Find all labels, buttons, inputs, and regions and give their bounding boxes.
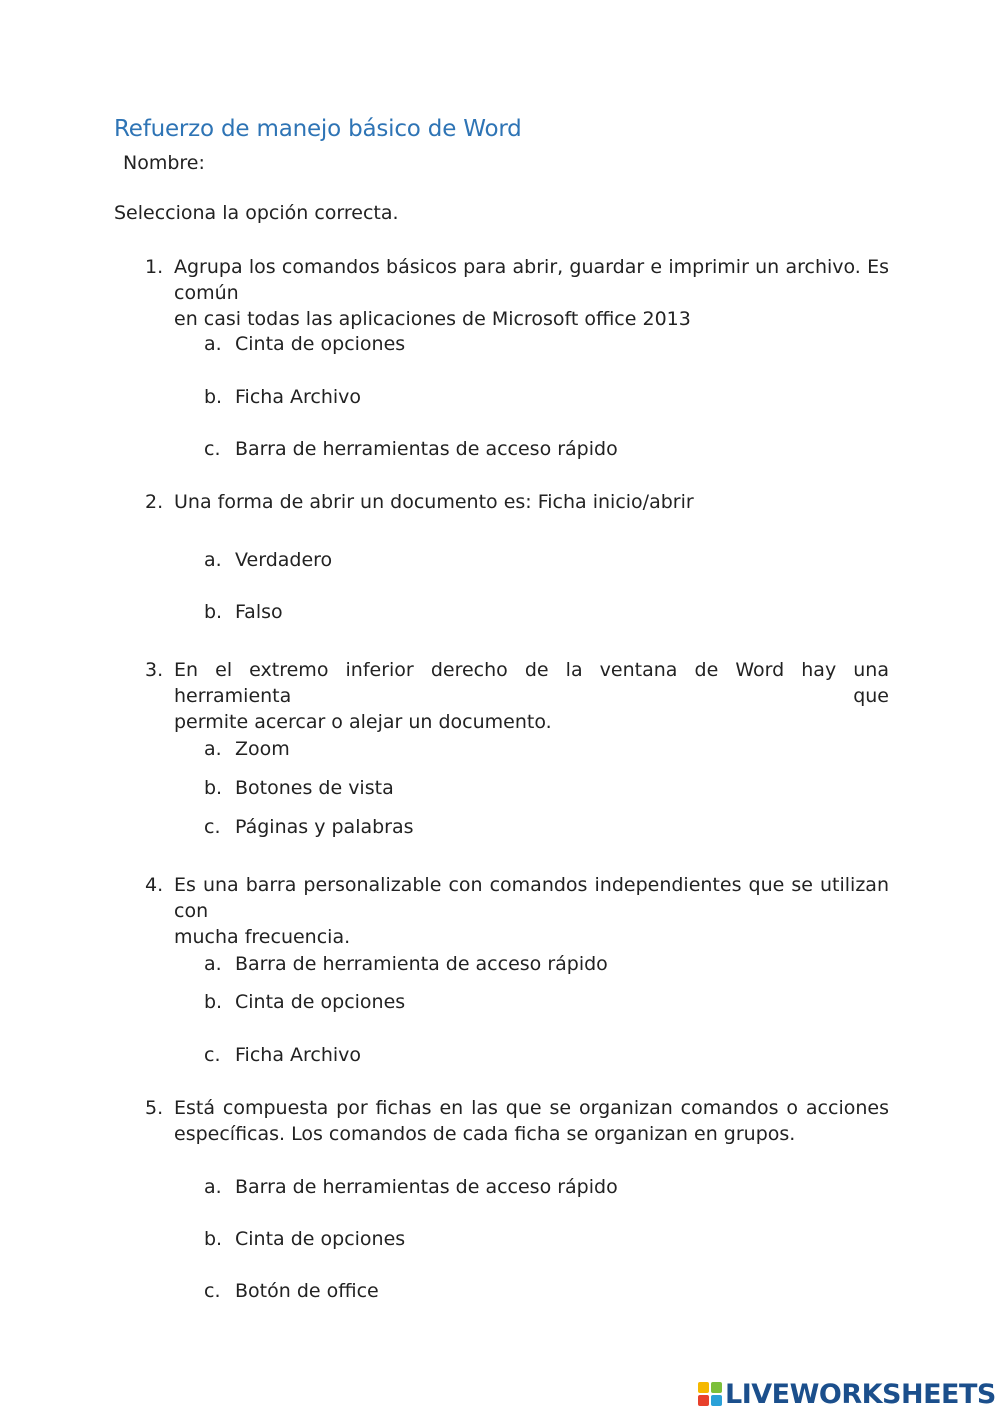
- option-letter: a.: [204, 738, 222, 760]
- question-text: [174, 489, 889, 515]
- option-letter: b.: [204, 1228, 223, 1250]
- option-text[interactable]: Ficha Archivo: [235, 1044, 362, 1066]
- question-line: Está compuesta por fichas en las que se organizan comandos o acciones: [174, 1097, 889, 1119]
- question-line: mucha frecuencia.: [174, 926, 351, 948]
- question-number: 4.: [145, 874, 164, 896]
- question-number: 3.: [145, 659, 164, 681]
- question-line: específicas. Los comandos de cada ficha se organizan en grupos.: [174, 1123, 796, 1145]
- question-line: Agrupa los comandos básicos para abrir, guardar e imprimir un archivo. Es común: [174, 256, 889, 304]
- option-letter: c.: [204, 1044, 221, 1066]
- question-number: 1.: [145, 256, 164, 278]
- question-line: permite acercar o alejar un documento.: [174, 711, 552, 733]
- option-letter: a.: [204, 1176, 222, 1198]
- question-text: [174, 657, 889, 735]
- option-letter: b.: [204, 777, 223, 799]
- question-line: Una forma de abrir un documento es: Ficha inicio/abrir: [174, 491, 694, 513]
- option-letter: a.: [204, 549, 222, 571]
- instruction-text: Selecciona la opción correcta.: [114, 202, 399, 224]
- name-label: Nombre:: [123, 152, 205, 174]
- brand-text: LIVEWORKSHEETS: [725, 1378, 996, 1410]
- option-text[interactable]: Barra de herramientas de acceso rápido: [235, 1176, 618, 1198]
- logo-tile: [711, 1395, 722, 1406]
- option-text[interactable]: Verdadero: [235, 549, 333, 571]
- question-text: [174, 254, 889, 332]
- option-text[interactable]: Cinta de opciones: [235, 1228, 406, 1250]
- option-letter: c.: [204, 816, 221, 838]
- logo-tile: [711, 1382, 722, 1393]
- logo-tile: [698, 1382, 709, 1393]
- option-text[interactable]: Barra de herramienta de acceso rápido: [235, 953, 608, 975]
- logo-tile: [698, 1395, 709, 1406]
- option-text[interactable]: Cinta de opciones: [235, 333, 406, 355]
- option-text[interactable]: Páginas y palabras: [235, 816, 414, 838]
- option-text[interactable]: Falso: [235, 601, 283, 623]
- question-line: en casi todas las aplicaciones de Microsoft office 2013: [174, 308, 691, 330]
- question-line: Es una barra personalizable con comandos independientes que se utilizan con: [174, 874, 889, 922]
- option-text[interactable]: Botones de vista: [235, 777, 394, 799]
- option-text[interactable]: Botón de office: [235, 1280, 379, 1302]
- option-text[interactable]: Ficha Archivo: [235, 386, 362, 408]
- option-letter: a.: [204, 953, 222, 975]
- option-letter: b.: [204, 601, 223, 623]
- option-letter: c.: [204, 438, 221, 460]
- option-text[interactable]: Cinta de opciones: [235, 991, 406, 1013]
- option-letter: b.: [204, 991, 223, 1013]
- question-text: [174, 872, 889, 950]
- question-text: [174, 1095, 889, 1147]
- question-number: 5.: [145, 1097, 164, 1119]
- option-letter: a.: [204, 333, 222, 355]
- liveworksheets-logo-icon: [698, 1382, 722, 1406]
- option-text[interactable]: Barra de herramientas de acceso rápido: [235, 438, 618, 460]
- option-letter: c.: [204, 1280, 221, 1302]
- liveworksheets-brand[interactable]: [698, 1378, 996, 1410]
- worksheet-title: Refuerzo de manejo básico de Word: [114, 116, 522, 142]
- question-line: En el extremo inferior derecho de la ventana de Word hay una herramienta que: [174, 659, 889, 707]
- option-letter: b.: [204, 386, 223, 408]
- question-number: 2.: [145, 491, 164, 513]
- option-text[interactable]: Zoom: [235, 738, 290, 760]
